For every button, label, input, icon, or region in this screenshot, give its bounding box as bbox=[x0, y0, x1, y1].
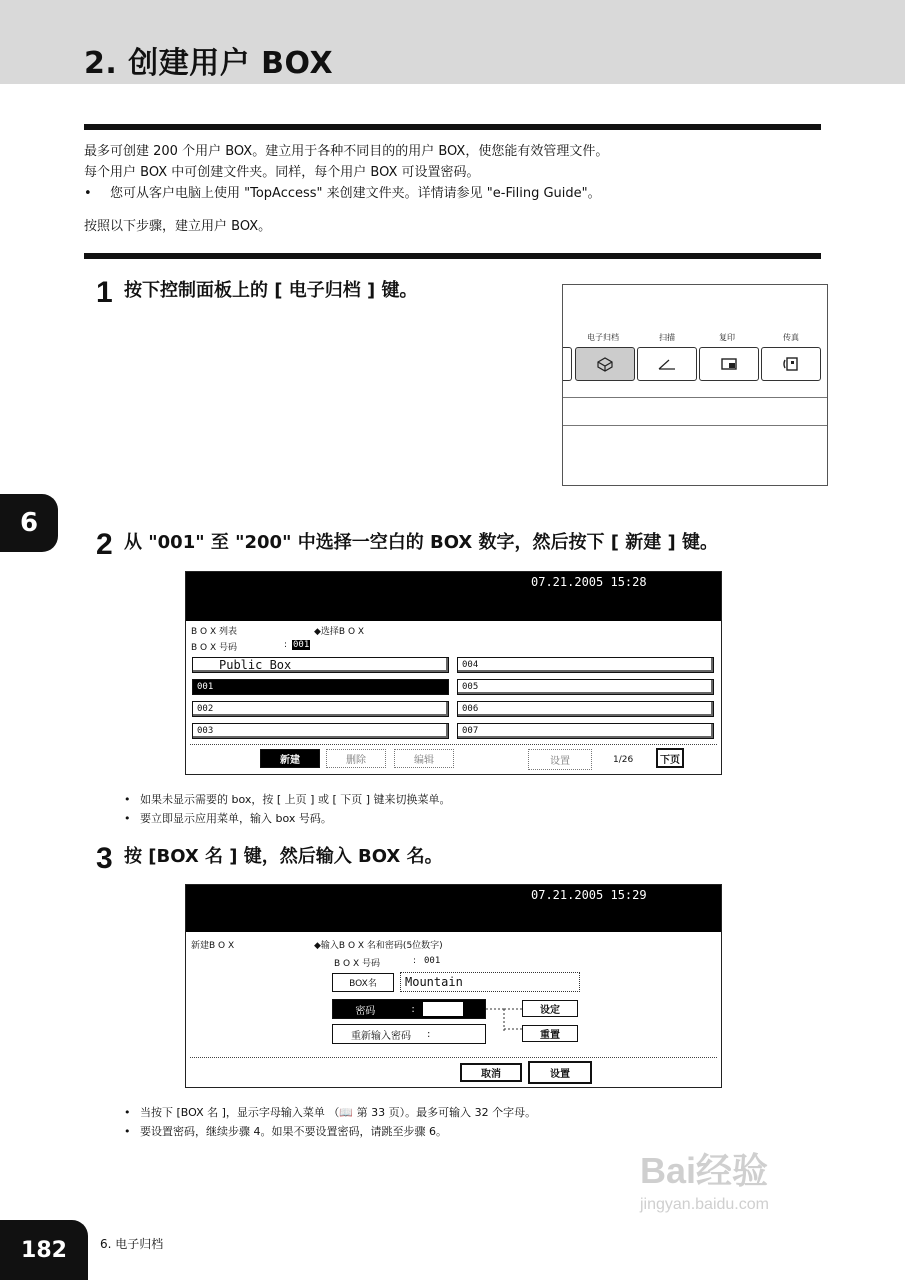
note-line: • 要设置密码，继续步骤 4。如果不要设置密码，请跳至步骤 6。 bbox=[124, 1122, 536, 1141]
password-field[interactable] bbox=[332, 999, 486, 1019]
intro-text bbox=[84, 141, 608, 237]
box-item-005[interactable]: 005 bbox=[457, 679, 714, 695]
step-text: 从 "001" 至 "200" 中选择一空白的 BOX 数字，然后按下 [ 新建 ] 键。 bbox=[124, 532, 719, 553]
chapter-tab: 6 bbox=[0, 494, 58, 552]
reset-button[interactable]: 重置 bbox=[522, 1025, 578, 1042]
box-name-field[interactable]: Mountain bbox=[400, 972, 580, 992]
timestamp: 07.21.2005 15:29 bbox=[531, 888, 647, 902]
divider bbox=[190, 744, 717, 745]
footer-section: 6. 电子归档 bbox=[100, 1237, 164, 1251]
fax-key[interactable] bbox=[761, 347, 821, 381]
panel-label-scan: 扫描 bbox=[659, 333, 675, 342]
efiling-key[interactable] bbox=[575, 347, 635, 381]
bullet-icon: • bbox=[124, 793, 131, 806]
note-line: • 当按下 [BOX 名 ]，显示字母输入菜单 （📖 第 33 页）。最多可输入 32 个字母。 bbox=[124, 1103, 536, 1122]
box-number-value: 001 bbox=[424, 956, 441, 966]
step-number: 3 bbox=[96, 842, 113, 875]
watermark-url: jingyan.baidu.com bbox=[640, 1196, 769, 1213]
page-indicator: 1/26 bbox=[613, 755, 634, 765]
watermark-logo: Bai经验 bbox=[640, 1150, 769, 1191]
intro-line-4: 按照以下步骤，建立用户 BOX。 bbox=[84, 219, 272, 234]
box-list-screen bbox=[185, 571, 722, 775]
scan-key[interactable] bbox=[637, 347, 697, 381]
step-number: 1 bbox=[96, 276, 113, 309]
page-number: 182 bbox=[0, 1220, 88, 1280]
timestamp: 07.21.2005 15:28 bbox=[531, 575, 647, 589]
box-number-input[interactable]: 001 bbox=[293, 640, 310, 650]
panel-divider bbox=[563, 397, 827, 398]
note-line: • 如果未显示需要的 box，按 [ 上页 ] 或 [ 下页 ] 键来切换菜单。 bbox=[124, 790, 451, 809]
colon: : bbox=[411, 1003, 415, 1015]
step-number: 2 bbox=[96, 528, 113, 561]
step-2-notes bbox=[124, 790, 451, 828]
intro-line-1: 最多可创建 200 个用户 BOX。建立用于各种不同目的的用户 BOX，使您能有效管理文件。 bbox=[84, 144, 609, 159]
colon: : bbox=[413, 956, 417, 966]
efiling-icon bbox=[596, 356, 614, 372]
divider bbox=[190, 1057, 717, 1058]
bullet-icon: • bbox=[84, 186, 92, 201]
next-page-button[interactable]: 下页 bbox=[656, 748, 684, 768]
scan-icon bbox=[657, 357, 677, 371]
intro-line-3: 您可从客户电脑上使用 "TopAccess" 来创建文件夹。详情请参见 "e-Filing Guide"。 bbox=[110, 186, 601, 201]
password-label: 密码 bbox=[355, 1005, 376, 1017]
panel-label-copy: 复印 bbox=[719, 333, 735, 342]
step-text: 按 [BOX 名 ] 键，然后输入 BOX 名。 bbox=[124, 846, 443, 867]
box-number-label: B O X 号码 bbox=[191, 643, 238, 653]
intro-bullet-line bbox=[84, 183, 608, 204]
bullet-icon: • bbox=[124, 812, 131, 825]
note-line: • 要立即显示应用菜单，输入 box 号码。 bbox=[124, 809, 451, 828]
new-button[interactable]: 新建 bbox=[260, 749, 320, 768]
control-panel-illustration bbox=[562, 284, 828, 486]
box-name-button[interactable]: BOX名 bbox=[332, 973, 394, 992]
bullet-icon: • bbox=[124, 1125, 131, 1138]
password-input-box[interactable] bbox=[423, 1002, 463, 1016]
delete-button[interactable]: 删除 bbox=[326, 749, 386, 768]
screen-top-bar bbox=[186, 885, 721, 932]
screen-top-bar bbox=[186, 572, 721, 621]
top-rule bbox=[84, 124, 821, 130]
page-title: 2. 创建用户 BOX bbox=[84, 46, 334, 81]
edit-button[interactable]: 编辑 bbox=[394, 749, 454, 768]
panel-key-stub bbox=[563, 347, 572, 381]
input-prompt: ◆输入B O X 名和密码(5位数字) bbox=[314, 941, 443, 951]
select-box-prompt: ◆选择B O X bbox=[314, 627, 365, 637]
reenter-password-field[interactable] bbox=[332, 1024, 486, 1044]
new-box-screen bbox=[185, 884, 722, 1088]
copy-key[interactable] bbox=[699, 347, 759, 381]
step-3-notes bbox=[124, 1103, 536, 1141]
new-box-label: 新建B O X bbox=[191, 941, 235, 951]
setting-button[interactable]: 设置 bbox=[528, 1061, 592, 1084]
box-item-006[interactable]: 006 bbox=[457, 701, 714, 717]
panel-label-fax: 传真 bbox=[783, 333, 799, 342]
colon: : bbox=[427, 1028, 431, 1040]
setting-button[interactable]: 设置 bbox=[528, 749, 592, 770]
colon: : bbox=[284, 640, 288, 650]
box-number-label: B O X 号码 bbox=[334, 959, 381, 969]
cancel-button[interactable]: 取消 bbox=[460, 1063, 522, 1082]
box-item-007[interactable]: 007 bbox=[457, 723, 714, 739]
intro-bottom-rule bbox=[84, 253, 821, 259]
step-text: 按下控制面板上的 [ 电子归档 ] 键。 bbox=[124, 280, 418, 301]
fax-icon bbox=[782, 356, 800, 372]
box-list-label: B O X 列表 bbox=[191, 627, 238, 637]
box-item-public[interactable]: Public Box bbox=[192, 657, 449, 673]
reenter-password-label: 重新输入密码 bbox=[351, 1030, 411, 1042]
box-item-002[interactable]: 002 bbox=[192, 701, 449, 717]
box-item-003[interactable]: 003 bbox=[192, 723, 449, 739]
set-button[interactable]: 设定 bbox=[522, 1000, 578, 1017]
connector-lines bbox=[486, 999, 526, 1049]
copy-icon bbox=[720, 357, 738, 371]
box-item-001[interactable]: 001 bbox=[192, 679, 449, 695]
baidu-watermark bbox=[640, 1143, 769, 1214]
panel-label-efiling: 电子归档 bbox=[587, 333, 619, 342]
bullet-icon: • bbox=[124, 1106, 131, 1119]
box-item-004[interactable]: 004 bbox=[457, 657, 714, 673]
panel-divider bbox=[563, 425, 827, 426]
intro-line-2: 每个用户 BOX 中可创建文件夹。同样，每个用户 BOX 可设置密码。 bbox=[84, 165, 480, 180]
